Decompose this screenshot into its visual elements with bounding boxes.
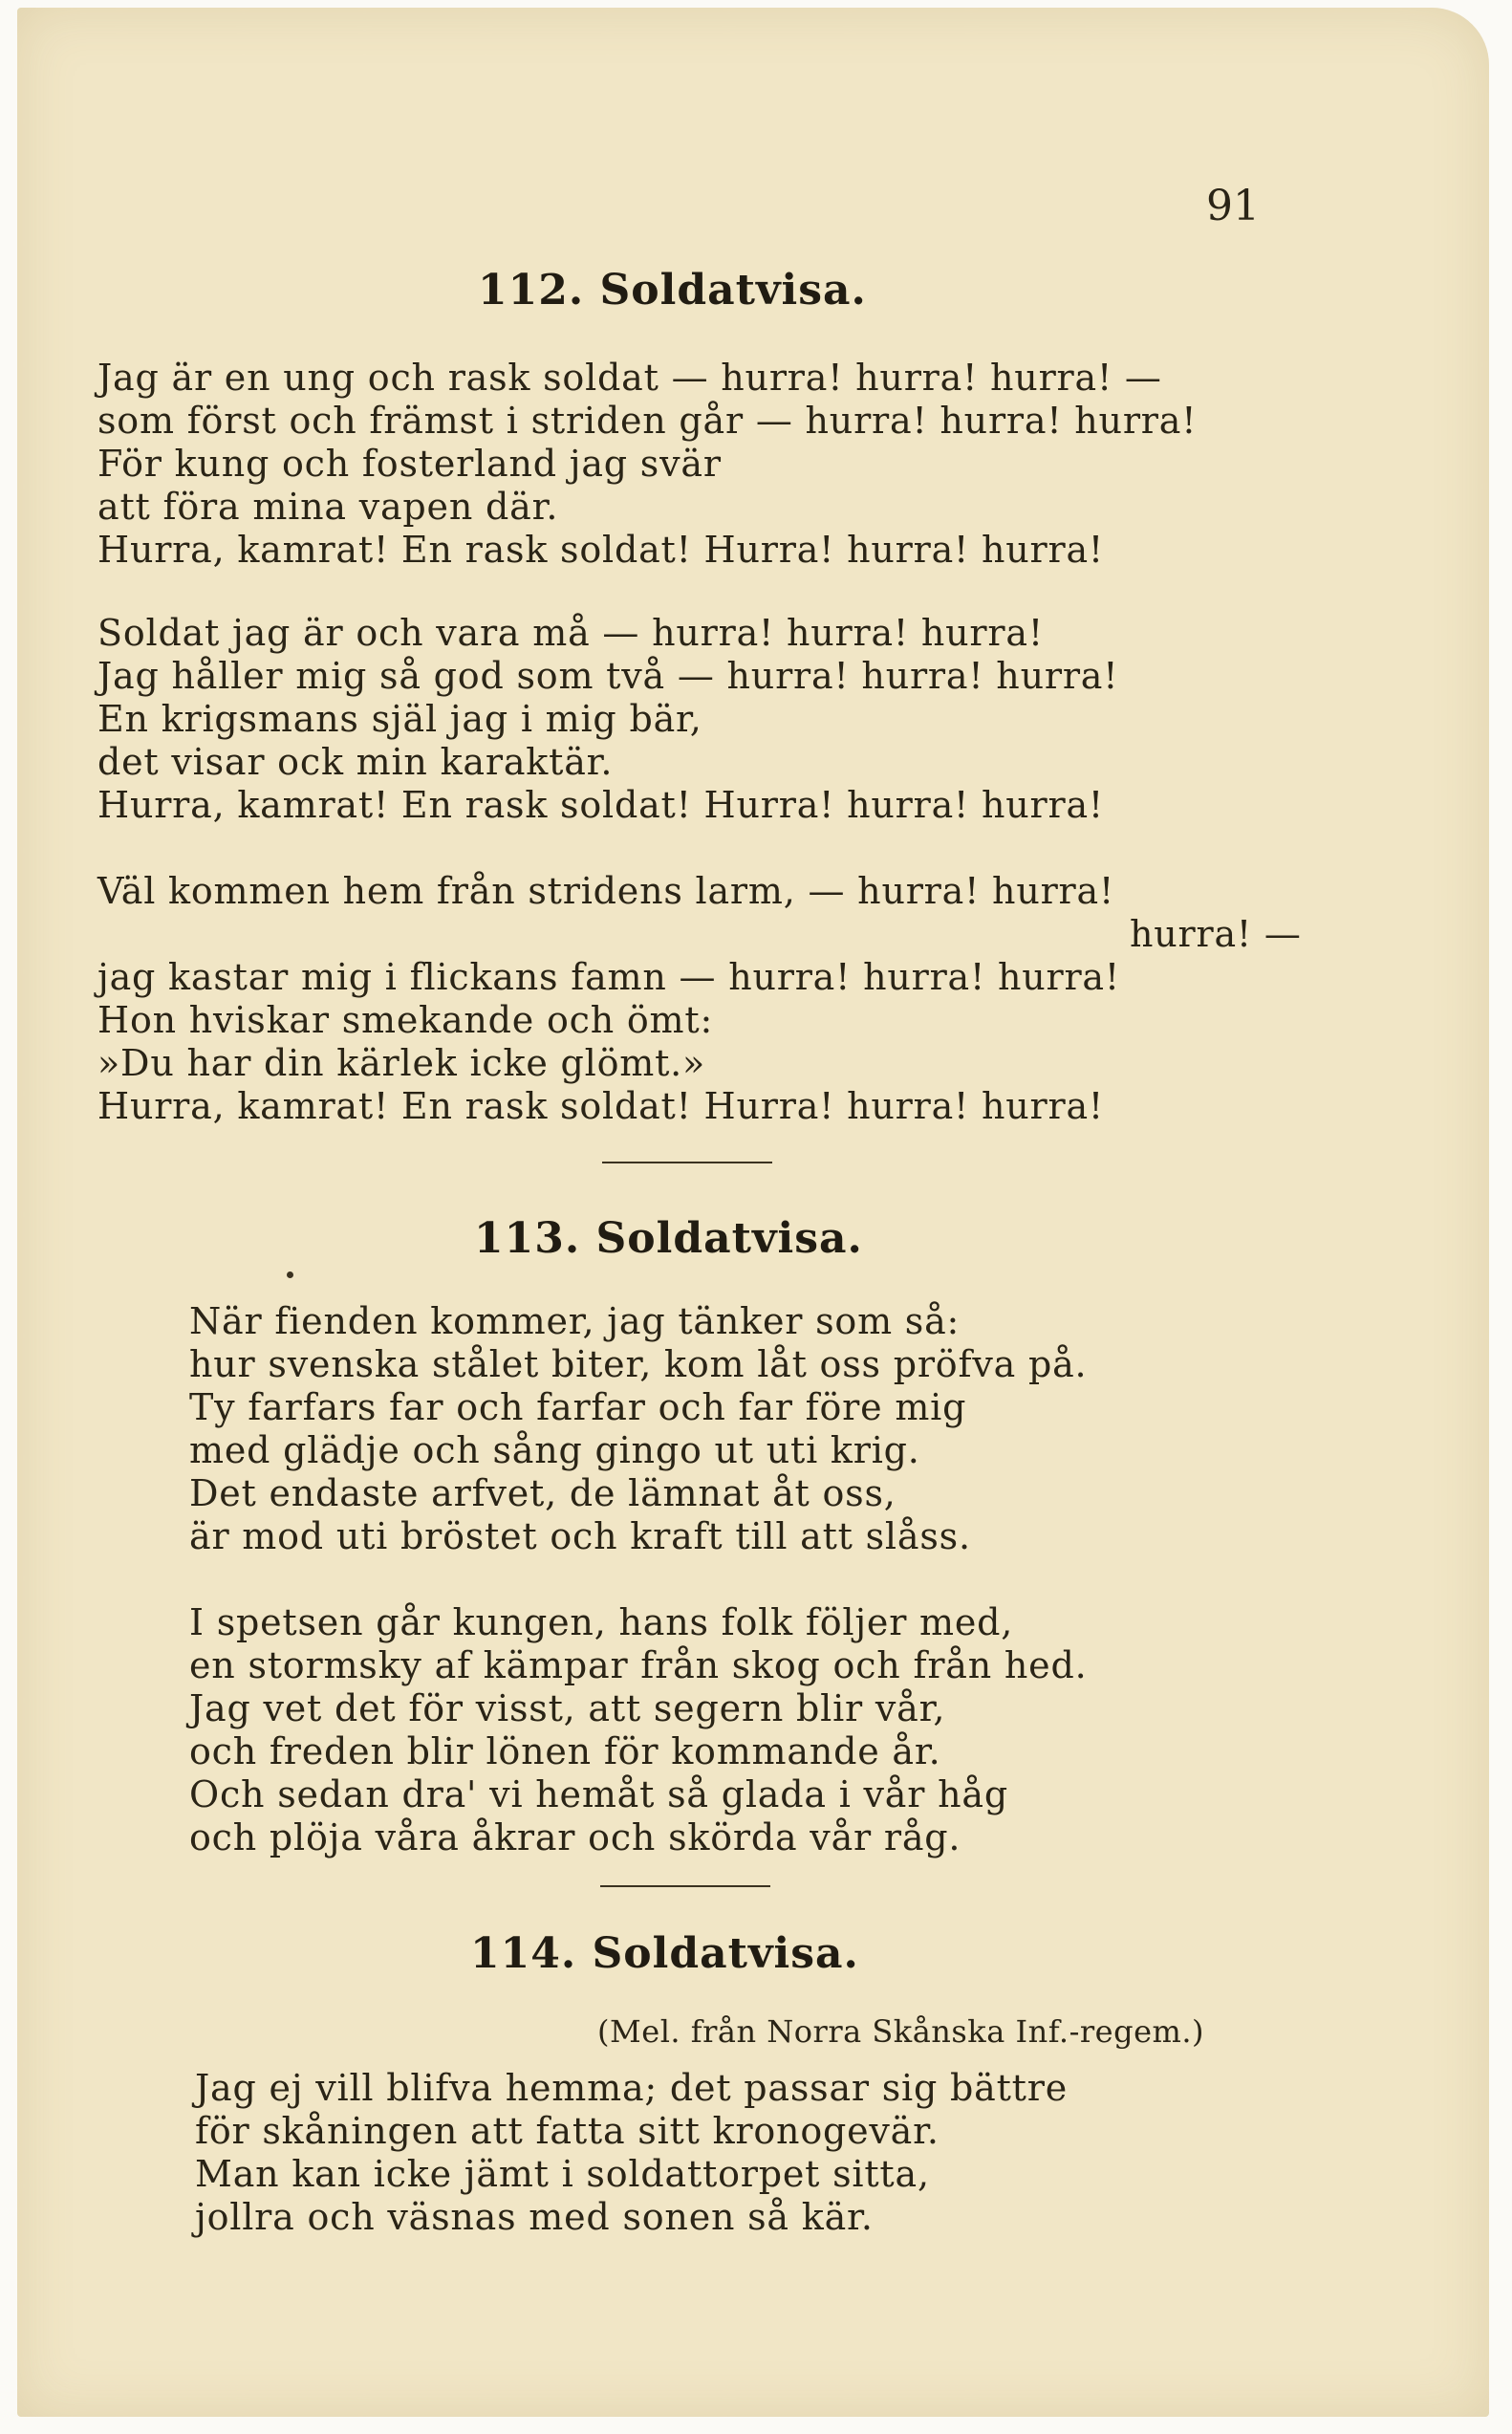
- verse-line: Man kan icke jämt i soldattorpet sitta,: [195, 2153, 930, 2195]
- verse-line: Hurra, kamrat! En rask soldat! Hurra! hurra! hurra!: [97, 1085, 1104, 1127]
- verse-line: Ty farfars far och farfar och far före mig: [189, 1386, 967, 1428]
- song-112-stanza-3: [97, 870, 1302, 1128]
- verse-line: En krigsmans själ jag i mig bär,: [97, 698, 702, 740]
- song-title: Soldatvisa.: [595, 1214, 863, 1263]
- song-number: 112.: [478, 266, 585, 315]
- verse-line: jag kastar mig i flickans famn — hurra! hurra! hurra!: [97, 956, 1120, 998]
- verse-line: Hurra, kamrat! En rask soldat! Hurra! hurra! hurra!: [97, 529, 1104, 571]
- verse-line: en stormsky af kämpar från skog och från hed.: [189, 1644, 1088, 1686]
- melody-note: (Mel. från Norra Skånska Inf.-regem.): [597, 2013, 1205, 2050]
- song-113-heading: [474, 1214, 863, 1263]
- verse-line: Hon hviskar smekande och ömt:: [97, 999, 714, 1041]
- ink-speck: [287, 1271, 293, 1278]
- song-114-heading: [470, 1929, 859, 1978]
- verse-line: Jag vet det för visst, att segern blir vår,: [189, 1687, 946, 1729]
- song-title: Soldatvisa.: [599, 266, 867, 315]
- verse-line: att föra mina vapen där.: [97, 486, 559, 528]
- verse-line: Hurra, kamrat! En rask soldat! Hurra! hurra! hurra!: [97, 784, 1104, 826]
- verse-line: och plöja våra åkrar och skörda vår råg.: [189, 1816, 961, 1858]
- song-112-heading: [478, 266, 867, 315]
- song-113-stanza-2: [189, 1601, 1087, 1859]
- verse-line: »Du har din kärlek icke glömt.»: [97, 1042, 706, 1084]
- verse-line: jollra och väsnas med sonen så kär.: [195, 2196, 874, 2238]
- song-112-stanza-2: [97, 612, 1118, 827]
- song-title: Soldatvisa.: [592, 1929, 859, 1978]
- verse-line: Jag ej vill blifva hemma; det passar sig bättre: [195, 2067, 1068, 2109]
- verse-line: Och sedan dra' vi hemåt så glada i vår håg: [189, 1773, 1008, 1815]
- verse-line: I spetsen går kungen, hans folk följer med,: [189, 1601, 1014, 1643]
- song-number: 113.: [474, 1214, 581, 1263]
- verse-line: Soldat jag är och vara må — hurra! hurra! hurra!: [97, 612, 1044, 654]
- verse-line: När fienden kommer, jag tänker som så:: [189, 1300, 961, 1342]
- song-number: 114.: [470, 1929, 577, 1978]
- song-114-stanza-1: [195, 2067, 1068, 2239]
- song-113-stanza-1: [189, 1300, 1087, 1558]
- verse-line: för skåningen att fatta sitt kronogevär.: [195, 2110, 940, 2152]
- verse-line: Väl kommen hem från stridens larm, — hurra! hurra!: [97, 870, 1115, 912]
- verse-line: det visar ock min karaktär.: [97, 741, 614, 783]
- verse-line: och freden blir lönen för kommande år.: [189, 1730, 941, 1772]
- verse-line: Jag är en ung och rask soldat — hurra! hurra! hurra! —: [97, 357, 1162, 399]
- verse-line-continuation: hurra! —: [1130, 913, 1302, 955]
- verse-line: Det endaste arfvet, de lämnat åt oss,: [189, 1472, 896, 1514]
- section-divider: [600, 1885, 770, 1887]
- verse-line: är mod uti bröstet och kraft till att slåss.: [189, 1515, 971, 1557]
- verse-line: För kung och fosterland jag svär: [97, 443, 722, 485]
- song-112-stanza-1: [97, 357, 1197, 572]
- verse-line: som först och främst i striden går — hurra! hurra! hurra!: [97, 400, 1198, 442]
- page-number: 91: [1206, 182, 1260, 230]
- verse-line: Jag håller mig så god som två — hurra! hurra! hurra!: [97, 655, 1119, 697]
- verse-line: med glädje och sång gingo ut uti krig.: [189, 1429, 920, 1471]
- verse-line: hur svenska stålet biter, kom låt oss pröfva på.: [189, 1343, 1088, 1385]
- section-divider: [602, 1162, 772, 1163]
